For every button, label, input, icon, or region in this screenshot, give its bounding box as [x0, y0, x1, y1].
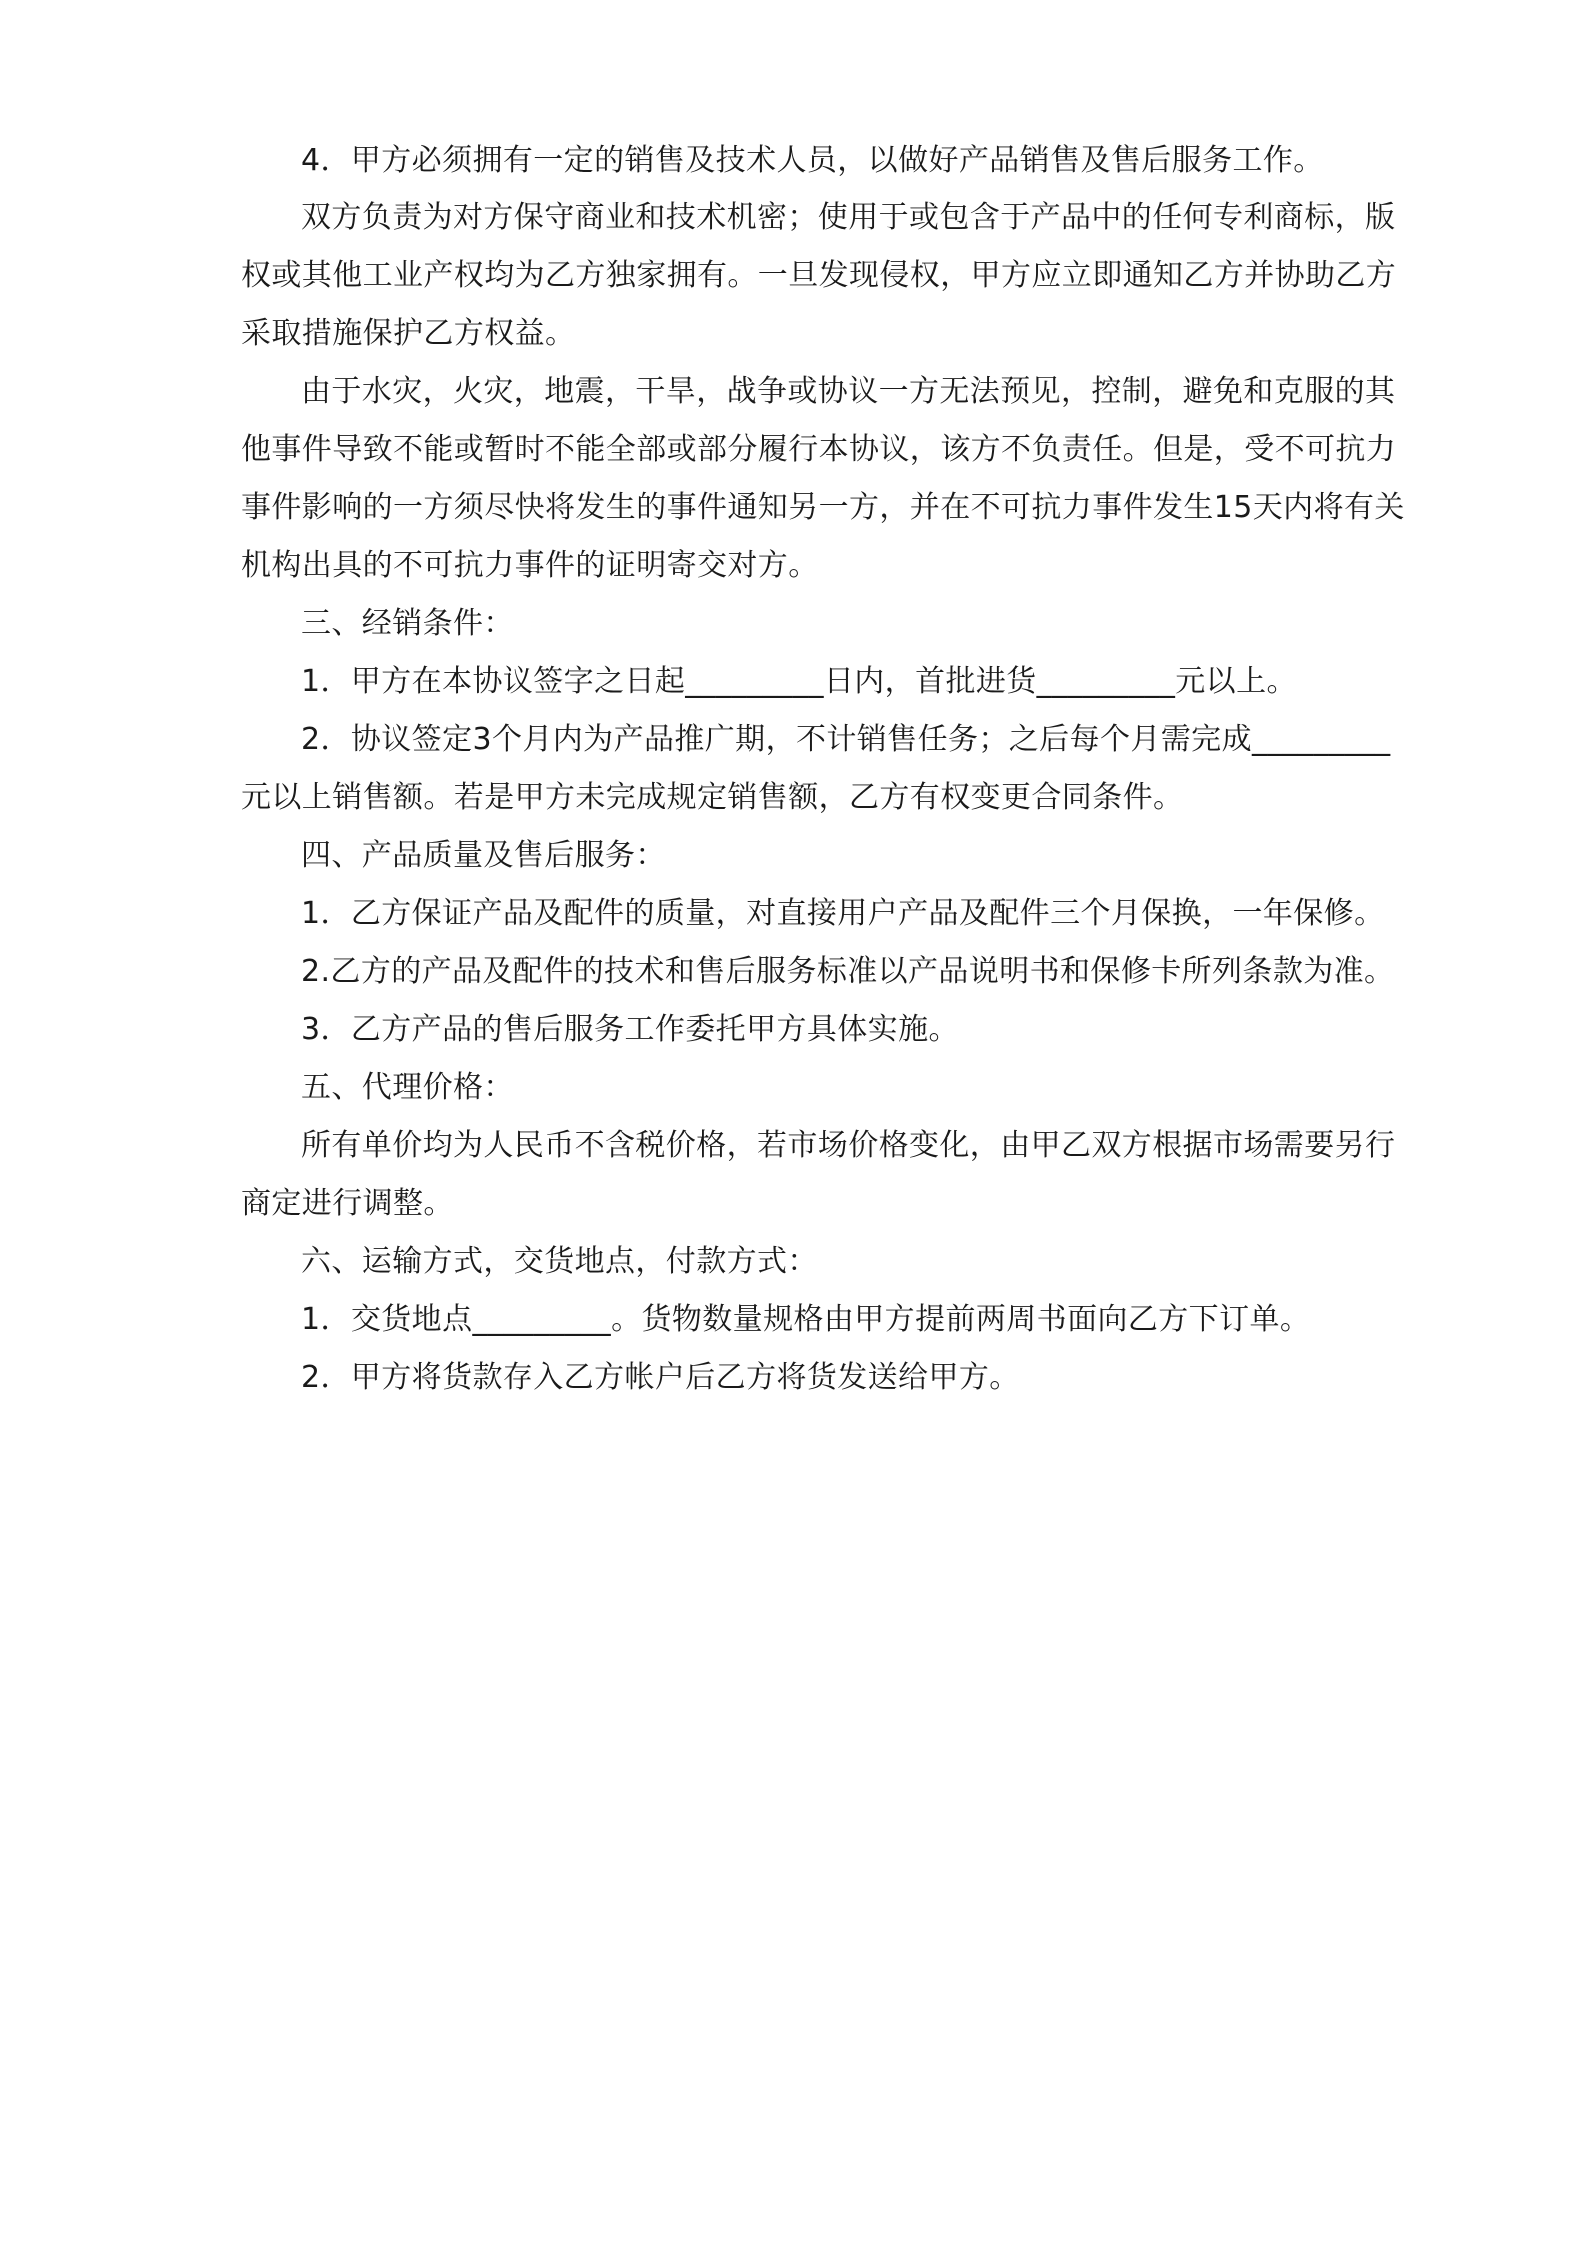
section-6-heading: 六、运输方式，交货地点，付款方式： — [301, 1244, 818, 1279]
section-6-clause-1: 1．交货地点_________。货物数量规格由甲方提前两周书面向乙方下订单。 — [301, 1302, 1311, 1337]
force-majeure-line-1: 由于水灾，火灾，地震，干旱，战争或协议一方无法预见，控制，避免和克服的其 — [301, 374, 1396, 409]
section-5-heading: 五、代理价格： — [301, 1070, 514, 1105]
confidentiality-line-3: 采取措施保护乙方权益。 — [241, 316, 576, 351]
section-4-clause-2: 2.乙方的产品及配件的技术和售后服务标准以产品说明书和保修卡所列条款为准。 — [301, 954, 1395, 989]
section-3-clause-2-line-1: 2．协议签定3个月内为产品推广期，不计销售任务；之后每个月需完成_________ — [301, 722, 1391, 757]
section-3-clause-2-line-2: 元以上销售额。若是甲方未完成规定销售额，乙方有权变更合同条件。 — [241, 780, 1184, 815]
section-5-text-line-2: 商定进行调整。 — [241, 1186, 454, 1221]
clause-4-sales-staff: 4．甲方必须拥有一定的销售及技术人员，以做好产品销售及售后服务工作。 — [301, 143, 1324, 178]
section-3-clause-1: 1．甲方在本协议签字之日起_________日内，首批进货_________元以上。 — [301, 664, 1297, 699]
section-4-clause-1: 1．乙方保证产品及配件的质量，对直接用户产品及配件三个月保换，一年保修。 — [301, 896, 1385, 931]
force-majeure-line-3: 事件影响的一方须尽快将发生的事件通知另一方，并在不可抗力事件发生15天内将有关 — [241, 490, 1405, 525]
section-4-heading: 四、产品质量及售后服务： — [301, 838, 666, 873]
section-6-clause-2: 2．甲方将货款存入乙方帐户后乙方将货发送给甲方。 — [301, 1360, 1020, 1395]
section-5-text-line-1: 所有单价均为人民币不含税价格，若市场价格变化，由甲乙双方根据市场需要另行 — [301, 1128, 1396, 1163]
confidentiality-line-1: 双方负责为对方保守商业和技术机密；使用于或包含于产品中的任何专利商标，版 — [301, 200, 1396, 235]
force-majeure-line-2: 他事件导致不能或暂时不能全部或部分履行本协议，该方不负责任。但是，受不可抗力 — [241, 432, 1397, 467]
confidentiality-line-2: 权或其他工业产权均为乙方独家拥有。一旦发现侵权，甲方应立即通知乙方并协助乙方 — [241, 258, 1397, 293]
section-3-heading: 三、经销条件： — [301, 606, 514, 641]
force-majeure-line-4: 机构出具的不可抗力事件的证明寄交对方。 — [241, 548, 819, 583]
section-4-clause-3: 3．乙方产品的售后服务工作委托甲方具体实施。 — [301, 1012, 959, 1047]
